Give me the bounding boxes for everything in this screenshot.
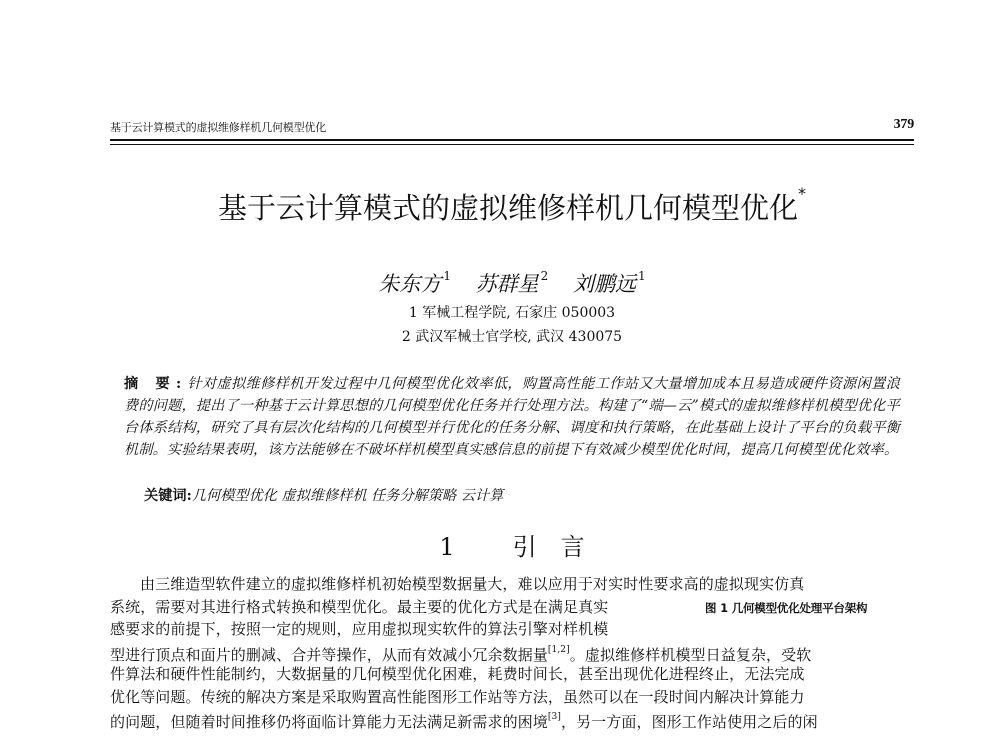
body-line-text: ，另一方面，图形工作站使用之后的闲 [560, 713, 818, 731]
body-line: 系统，需要对其进行格式转换和模型优化。最主要的优化方式是在满足真实 [110, 597, 609, 616]
paper-title-text: 基于云计算模式的虚拟维修样机几何模型优化 [217, 191, 798, 225]
body-line-text: 型进行顶点和面片的删减、合并等操作，从而有效减小冗余数据量 [110, 645, 548, 663]
header-rule-thick [110, 139, 914, 141]
keywords-text: 几何模型优化 虚拟维修样机 任务分解策略 云计算 [191, 488, 504, 504]
author-1-affil: 1 [443, 269, 451, 283]
body-line-text: 。虚拟维修样机模型日益复杂，受软 [569, 645, 812, 663]
abstract [124, 373, 900, 461]
header-rule-thin [110, 144, 914, 145]
running-title: 基于云计算模式的虚拟维修样机几何模型优化 [110, 121, 326, 134]
section-heading [110, 527, 914, 562]
title-footnote-mark: * [798, 184, 806, 203]
author-3-affil: 1 [638, 269, 646, 283]
author-3 [573, 269, 646, 296]
author-2-affil: 2 [540, 269, 549, 283]
abstract-label: 摘 要: [124, 376, 188, 392]
affiliation-1: 1 军械工程学院, 石家庄 050003 [408, 305, 616, 321]
page-number: 379 [893, 117, 914, 132]
affiliation-2: 2 武汉军械士官学校, 武汉 430075 [401, 329, 623, 345]
section-title: 引 言 [512, 533, 585, 561]
author-list [110, 268, 914, 298]
keywords-label: 关键词: [144, 488, 192, 504]
abstract-text: 针对虚拟维修样机开发过程中几何模型优化效率低，购置高性能工作站又大量增加成本且易造成硬件资源闲置浪费的问题，提出了一种基于云计算思想的几何模型优化任务并行处理方法。构建了“端—云”模式的虚拟维修样机模型优化平台体系结构，研究了具有层次化结构的几何模型并行优化的任务分解、调度和执行策略，在此基础上设计了平台的负载平衡机制。实验结果表明，该方法能够在不破坏样机模型真实感信息的前提下有效减少模型优化时间，提高几何模型优化效率。 [124, 376, 900, 458]
body-line: 件算法和硬件性能制约，大数据量的几何模型优化困难，耗费时间长，甚至出现优化进程终止，无法完成 [110, 665, 805, 683]
author-1 [378, 269, 451, 296]
author-1-name: 朱东方 [378, 272, 442, 296]
author-2-name: 苏群星 [475, 272, 539, 296]
body-line [110, 708, 914, 731]
body-line: 由三维造型软件建立的虚拟维修样机初始模型数据量大，难以应用于对实时性要求高的虚拟现实仿真 [140, 575, 805, 593]
citation-ref: [3] [547, 712, 561, 722]
section-number: 1 [439, 533, 455, 561]
body-line: 感要求的前提下，按照一定的规则，应用虚拟现实软件的算法引擎对样机模 [110, 620, 609, 638]
figure-caption: 图 1 几何模型优化处理平台架构 [705, 601, 868, 615]
body-line: 优化等问题。传统的解决方案是采取购置高性能图形工作站等方法，虽然可以在一段时间内解决计算能力 [110, 687, 805, 706]
keywords [144, 485, 900, 505]
body-text [110, 573, 914, 731]
author-3-name: 刘鹏远 [573, 272, 636, 296]
running-header [110, 117, 914, 139]
body-line [110, 641, 914, 664]
citation-ref: [1,2] [547, 644, 570, 655]
paper-title [110, 186, 914, 227]
author-2 [475, 269, 549, 296]
body-line-text: 的问题，但随着时间推移仍将面临计算能力无法满足新需求的困境 [110, 713, 548, 731]
